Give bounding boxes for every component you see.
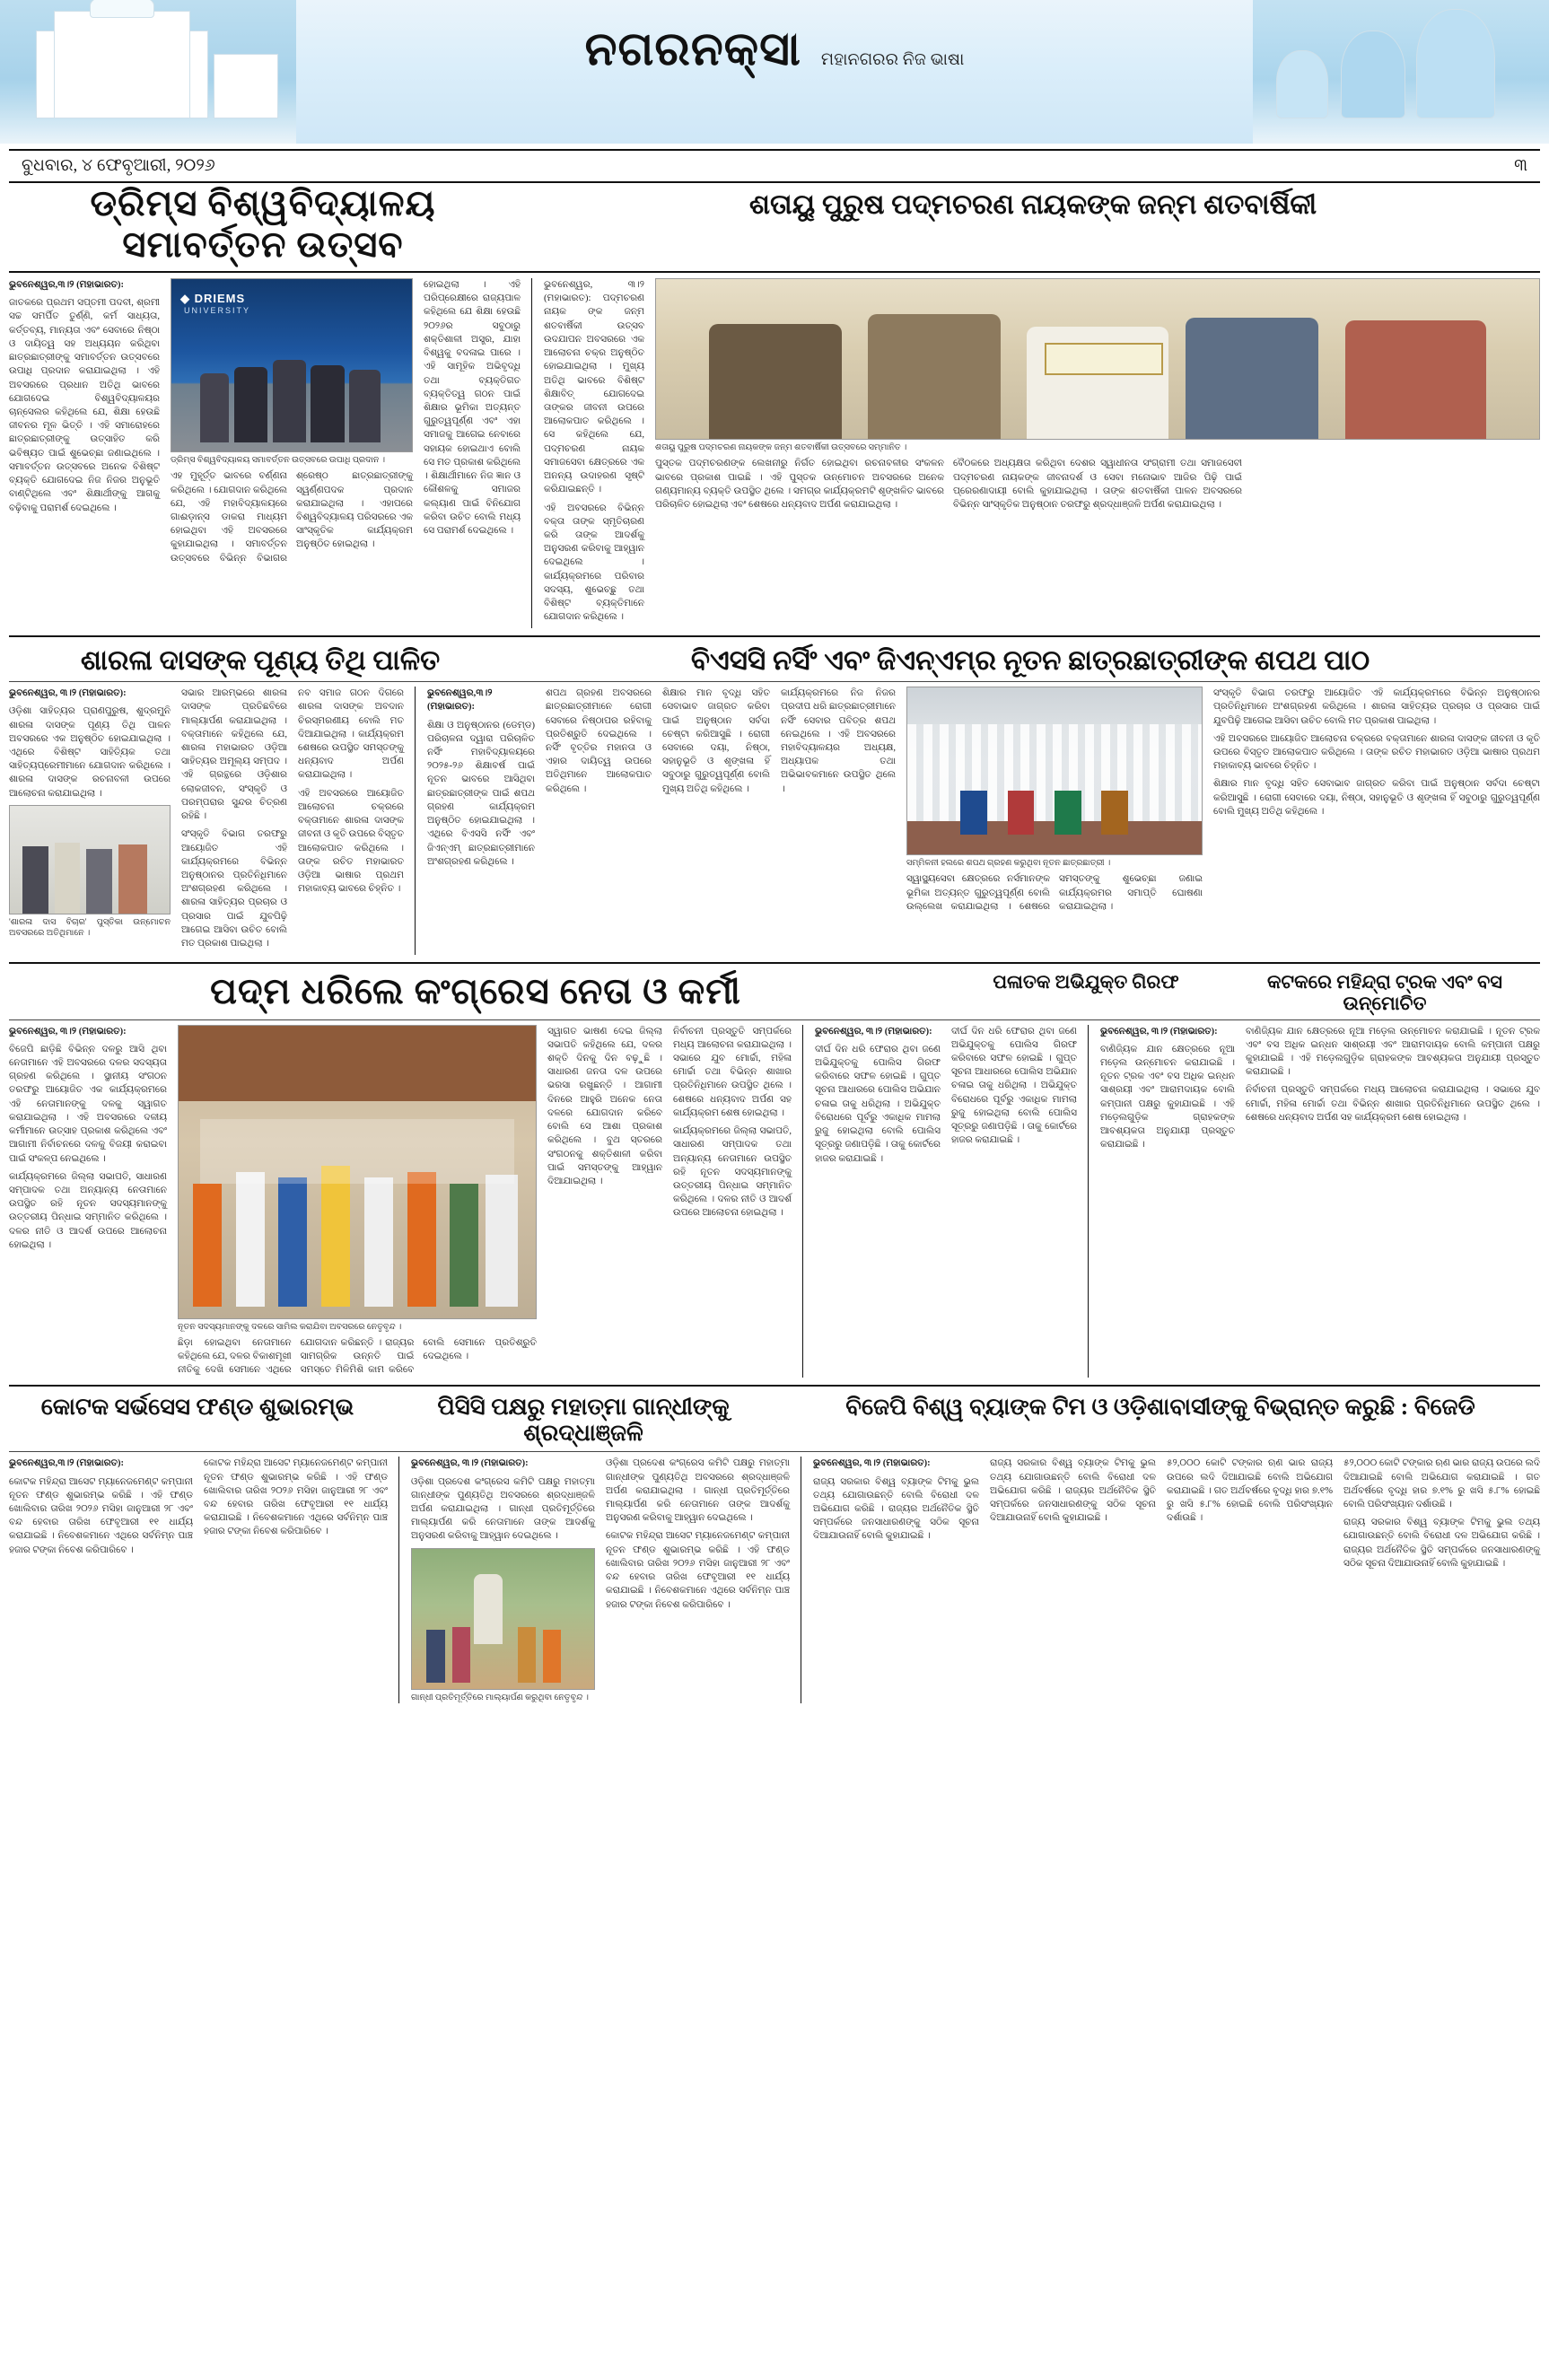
side2-headline: କଟକରେ ମହିନ୍ଦ୍ରା ଟ୍ରକ ଏବଂ ବସ ଉନ୍ମୋଚିତ xyxy=(1267,971,1502,1015)
mid-left-column-1 xyxy=(9,687,171,955)
bottom-3-body-2: ରାଜ୍ୟ ସରକାର ବିଶ୍ୱ ବ୍ୟାଙ୍କ ଟିମକୁ ଭୁଲ ତଥ୍ୟ ଯୋଗାଉଛନ୍ତି ବୋଲି ବିରୋଧୀ ଦଳ ଅଭିଯୋଗ କରିଛି । ରାଜ୍ୟର ଅର୍ଥନୈତିକ ସ୍ଥିତି ସମ୍ପର୍କରେ ଜନସାଧାରଣଙ୍କୁ ସଠିକ ସୂଚନା ଦିଆଯାଉନାହିଁ ବୋଲି କୁହାଯାଇଛି । xyxy=(990,1458,1156,1524)
mid-left-column-2 xyxy=(181,687,287,955)
lead-body-3: ହୋଇଥିଲା । ଏହି ପରିପ୍ରେକ୍ଷୀରେ ରାଜ୍ୟପାଳ କହିଥିଲେ ଯେ ଶିକ୍ଷା ହେଉଛି ୨୦୨୬ର ସବୁଠାରୁ ଶକ୍ତିଶାଳୀ ଅସ୍ତ୍ର, ଯାହା ବିଶ୍ୱକୁ ବଦଳାଇ ପାରେ । ଏହି ସାମୂହିକ ଅଭିବୃଦ୍ଧି ତଥା ବ୍ୟକ୍ତିଗତ ବ୍ୟକ୍ତିତ୍ୱ ଗଠନ ପାଇଁ ଶିକ୍ଷାର ଭୂମିକା ଅତ୍ୟନ୍ତ ଗୁରୁତ୍ୱପୂର୍ଣ୍ଣ ଏବଂ ଏହା ସମାଜକୁ ଆଗେଇ ନେବାରେ ସହାୟକ ହୋଇଥାଏ ବୋଲି ସେ ମତ ପ୍ରକାଶ କରିଥିଲେ । ଶିକ୍ଷାର୍ଥୀମାନେ ନିଜ ଜ୍ଞାନ ଓ କୌଶଳକୁ ସମାଜର କଲ୍ୟାଣ ପାଇଁ ବିନିଯୋଗ କରିବା ଉଚିତ ବୋଲି ମଧ୍ୟ ସେ ପରାମର୍ଶ ଦେଇଥିଲେ । xyxy=(424,280,521,536)
bottom-section xyxy=(9,1394,1540,1703)
side1-body-2: ଦୀର୍ଘ ଦିନ ଧରି ଫେରାର ଥିବା ଜଣେ ଅଭିଯୁକ୍ତକୁ ପୋଲିସ ଗିରଫ କରିବାରେ ସଫଳ ହୋଇଛି । ଗୁପ୍ତ ସୂଚନା ଆଧାରରେ ପୋଲିସ ଅଭିଯାନ ଚଳାଇ ତାକୁ ଧରିଥିଲା । ଅଭିଯୁକ୍ତ ବିରୋଧରେ ପୂର୍ବରୁ ଏକାଧିକ ମାମଲା ରୁଜୁ ହୋଇଥିଲା ବୋଲି ପୋଲିସ ସୂତ୍ରରୁ ଜଣାପଡ଼ିଛି । ତାକୁ କୋର୍ଟରେ ହାଜର କରାଯାଇଛି । xyxy=(951,1026,1077,1146)
lower-section xyxy=(9,971,1540,1377)
side2-body-3: ନିର୍ବାଚନୀ ପ୍ରସ୍ତୁତି ସମ୍ପର୍କରେ ମଧ୍ୟ ଆଲୋଚନା କରାଯାଇଥିଲା । ସଭାରେ ଯୁବ ମୋର୍ଚ୍ଚା, ମହିଳା ମୋର୍ଚ୍ଚା ତଥା ବିଭିନ୍ନ ଶାଖାର ପ୍ରତିନିଧିମାନେ ଉପସ୍ଥିତ ଥିଲେ । ଶେଷରେ ଧନ୍ୟବାଦ ଅର୍ପଣ ସହ କାର୍ଯ୍ୟକ୍ରମ ଶେଷ ହୋଇଥିଲା । xyxy=(1246,1085,1540,1123)
bottom-1-body: କୋଟକ ମହିନ୍ଦ୍ରା ଆସେଟ ମ୍ୟାନେଜମେଣ୍ଟ କମ୍ପାନୀ ନୂତନ ଫଣ୍ଡ ଶୁଭାରମ୍ଭ କରିଛି । ଏହି ଫଣ୍ଡ ଖୋଲିବାର ତାରିଖ ୨୦୨୬ ମସିହା ଜାନୁଆରୀ ୨୮ ଏବଂ ବନ୍ଦ ହେବାର ତାରିଖ ଫେବୃଆରୀ ୧୧ ଧାର୍ଯ୍ୟ କରାଯାଇଛି । ନିବେଶକମାନେ ଏଥିରେ ସର୍ବନିମ୍ନ ପାଞ୍ଚ ହଜାର ଟଙ୍କା ନିବେଶ କରିପାରିବେ । xyxy=(9,1476,193,1555)
mid-right-body-8: ଶିକ୍ଷାର ମାନ ବୃଦ୍ଧି ସହିତ ସେବାଭାବ ଜାଗ୍ରତ କରିବା ପାଇଁ ଅନୁଷ୍ଠାନ ସର୍ବଦା ଚେଷ୍ଟା କରିଆସୁଛି । ରୋଗୀ ସେବାରେ ଦୟା, ନିଷ୍ଠା, ସହାନୁଭୂତି ଓ ଶୃଙ୍ଖଳା ହିଁ ସବୁଠାରୁ ଗୁରୁତ୍ୱପୂର୍ଣ୍ଣ ବୋଲି ମୁଖ୍ୟ ଅତିଥି କହିଥିଲେ । xyxy=(1213,779,1540,817)
mid-right-column-6 xyxy=(1213,687,1540,955)
bottom-2-photo xyxy=(411,1548,595,1690)
bottom-headline-1: କୋଟକ ସର୍ଭସେସ ଫଣ୍ଡ ଶୁଭାରମ୍ଭ xyxy=(40,1393,354,1420)
bottom-2-column-2 xyxy=(606,1457,790,1703)
lead-body-7: ବୈଠକରେ ଅଧ୍ୟକ୍ଷତା କରିଥିବା ଦେଶର ସ୍ୱାଧୀନତା ସଂଗ୍ରାମୀ ତଥା ସମାଜସେବୀ ପଦ୍ମଚରଣ ନାୟକଙ୍କ ଜୀବନାଦର୍ଶ ଓ ସେବା ମନୋଭାବ ଆଜିର ପିଢ଼ି ପାଇଁ ପ୍ରେରଣାଦାୟୀ ବୋଲି କୁହାଯାଇଥିଲା । ତାଙ୍କ ଶତବାର୍ଷିକୀ ପାଳନ ଅବସରରେ ବିଭିନ୍ନ ସାଂସ୍କୃତିକ ଅନୁଷ୍ଠାନ ତରଫରୁ ଶ୍ରଦ୍ଧାଞ୍ଜଳି ଅର୍ପଣ କରାଯାଇଥିଲା । xyxy=(953,459,1242,510)
masthead xyxy=(0,0,1549,144)
masthead-title-block xyxy=(0,23,1549,77)
lead-column-4 xyxy=(544,278,644,628)
lower-photo xyxy=(178,1025,537,1319)
lead-body-1: ଜାତକରେ ପ୍ରଥମ ସପ୍ତମୀ ପଦବୀ, ଶ୍ରମୀ ସଚ୍ଚ ସମର୍ପିତ ତୁର୍ଣ୍ଣି, କର୍ମ ସାଧ୍ୟତା, କର୍ତ୍ତବ୍ୟ, ମାନ୍ୟତା ଏବଂ ସେବାରେ ନିଷ୍ଠା ଓ ଦାୟିତ୍ୱ ସହ ଅଧ୍ୟୟନ କରିଥିବା ଛାତ୍ରଛାତ୍ରୀଙ୍କୁ ସମାବର୍ତ୍ତନ ଉତ୍ସବରେ ଉପାଧି ପ୍ରଦାନ କରାଯାଇଥିଲା । ଏହି ଅବସରରେ ପ୍ରଧାନ ଅତିଥି ଭାବରେ ଯୋଗଦେଇ ବିଶ୍ୱବିଦ୍ୟାଳୟର ଚାନ୍ସେଲର କହିଥିଲେ ଯେ, ଶିକ୍ଷା ହେଉଛି ଜୀବନର ମୂଳ ଭିତ୍ତି । ଏହି ସମାରୋହରେ ଛାତ୍ରଛାତ୍ରୀଙ୍କୁ ଉତ୍ସାହିତ କରି ଭବିଷ୍ୟତ ପାଇଁ ଶୁଭେଚ୍ଛା ଜଣାଇଥିଲେ । ସମାବର୍ତ୍ତନ ଉତ୍ସବରେ ଅନେକ ବିଶିଷ୍ଟ ବ୍ୟକ୍ତି ଯୋଗଦେଇ ନିଜ ନିଜର ଅନୁଭୂତି ବାଣ୍ଟିଥିଲେ ଏବଂ ଶିକ୍ଷାର୍ଥୀଙ୍କୁ ଆଗକୁ ବଢ଼ିବାକୁ ପରାମର୍ଶ ଦେଇଥିଲେ । xyxy=(9,298,160,513)
mid-left-photo xyxy=(9,805,171,914)
mid-right-body-7: ଏହି ଅବସରରେ ଆୟୋଜିତ ଆଲୋଚନା ଚକ୍ରରେ ବକ୍ତାମାନେ ଶାରଳା ଦାସଙ୍କ ଜୀବନୀ ଓ କୃତି ଉପରେ ବିସ୍ତୃତ ଆଲୋକପାତ କରିଥିଲେ । ତାଙ୍କ ରଚିତ ମହାଭାରତ ଓଡ଼ିଆ ଭାଷାର ପ୍ରଥମ ମହାକାବ୍ୟ ଭାବରେ ଚିହ୍ନିତ । xyxy=(1213,733,1540,772)
page-number: ୩ xyxy=(1514,156,1527,175)
mid-left-body-1: ଓଡ଼ିଶା ସାହିତ୍ୟର ପ୍ରାଣପୁରୁଷ, ଶୁଦ୍ରମୁନି ଶାରଳା ଦାସଙ୍କ ପୂଣ୍ୟ ତିଥି ପାଳନ ଅବସରରେ ଏକ ଅନୁଷ୍ଠିତ ହୋଇଯାଇଥିଲା । ଏଥିରେ ବିଶିଷ୍ଟ ସାହିତ୍ୟିକ ତଥା ସାହିତ୍ୟପ୍ରେମୀମାନେ ଯୋଗଦାନ କରିଥିଲେ । ଶାରଳା ଦାସଙ୍କ ରଚନାବଳୀ ଉପରେ ଆଲୋଚନା କରାଯାଇଥିଲା । xyxy=(9,706,171,799)
mid-right-body-3: ଶିକ୍ଷାର ମାନ ବୃଦ୍ଧି ସହିତ ସେବାଭାବ ଜାଗ୍ରତ କରିବା ପାଇଁ ଅନୁଷ୍ଠାନ ସର୍ବଦା ଚେଷ୍ଟା କରିଆସୁଛି । ରୋଗୀ ସେବାରେ ଦୟା, ନିଷ୍ଠା, ସହାନୁଭୂତି ଓ ଶୃଙ୍ଖଳା ହିଁ ସବୁଠାରୁ ଗୁରୁତ୍ୱପୂର୍ଣ୍ଣ ବୋଲି ମୁଖ୍ୟ ଅତିଥି କହିଥିଲେ । xyxy=(662,688,770,794)
bottom-3-column-4 xyxy=(1343,1457,1540,1703)
mid-right-body-4: କାର୍ଯ୍ୟକ୍ରମରେ ନିଜ ନିଜର ପ୍ରଦୀପ ଧରି ଛାତ୍ରଛାତ୍ରୀମାନେ ନର୍ସିଂ ସେବାର ପବିତ୍ର ଶପଥ ନେଇଥିଲେ । ଏହି ଅବସରରେ ମହାବିଦ୍ୟାଳୟର ଅଧ୍ୟକ୍ଷ, ଅଧ୍ୟାପକ ତଥା ଅଭିଭାବକମାନେ ଉପସ୍ଥିତ ଥିଲେ । xyxy=(781,688,896,794)
lower-body-2: ଛିଡ଼ା ହୋଇଥିବା ନେତାମାନେ କହିଥିଲେ ଯେ, ଦଳର ବିକାଶମୂଖୀ ନୀତିକୁ ଦେଖି ସେମାନେ ଏଥିରେ ଯୋଗଦାନ କରିଛନ୍ତି । ରାଜ୍ୟର ସାମଗ୍ରିକ ଉନ୍ନତି ପାଇଁ ସମସ୍ତେ ମିଳିମିଶି କାମ କରିବେ ବୋଲି ସେମାନେ ପ୍ରତିଶ୍ରୁତି ଦେଇଥିଲେ । xyxy=(178,1337,537,1376)
bottom-3-column-1 xyxy=(813,1457,979,1703)
mid-right-photo-wrap xyxy=(906,687,1203,955)
side1-column-2 xyxy=(951,1025,1077,1378)
mid-right-body-6: ସଂସ୍କୃତି ବିଭାଗ ତରଫରୁ ଆୟୋଜିତ ଏହି କାର୍ଯ୍ୟକ୍ରମରେ ବିଭିନ୍ନ ଅନୁଷ୍ଠାନର ପ୍ରତିନିଧିମାନେ ଅଂଶଗ୍ରହଣ କରିଥିଲେ । ଶାରଳା ସାହିତ୍ୟର ପ୍ରଚାର ଓ ପ୍ରସାର ପାଇଁ ଯୁବପିଢ଼ି ଆଗେଇ ଆସିବା ଉଚିତ ବୋଲି ମତ ପ୍ରକାଶ ପାଇଥିଲା । xyxy=(1213,688,1540,726)
publication-date: ବୁଧବାର, ୪ ଫେବୃଆରୀ, ୨୦୨୬ xyxy=(22,156,215,175)
bottom-3-body-4: ୫୨,୦୦୦ କୋଟି ଟଙ୍କାର ଋଣ ଭାର ରାଜ୍ୟ ଉପରେ ଲଦି ଦିଆଯାଇଛି ବୋଲି ଅଭିଯୋଗ କରାଯାଇଛି । ଗତ ଅର୍ଥବର୍ଷରେ ବୃଦ୍ଧି ହାର ୭.୧% ରୁ ଖସି ୫.୮% ହୋଇଛି ବୋଲି ପରିସଂଖ୍ୟାନ ଦର୍ଶାଉଛି । xyxy=(1343,1458,1540,1509)
lead-photo-1-caption: ଡ୍ରିମ୍ସ ବିଶ୍ୱବିଦ୍ୟାଳୟ ସମାବର୍ତ୍ତନ ଉତ୍ସବରେ ଉପାଧି ପ୍ରଦାନ । xyxy=(171,456,386,465)
mid-right-body-2: ଶପଥ ଗ୍ରହଣ ଅବସରରେ ଛାତ୍ରଛାତ୍ରୀମାନେ ରୋଗୀ ସେବାରେ ନିଷ୍ଠାପର ରହିବାକୁ ପ୍ରତିଶ୍ରୁତି ଦେଇଥିଲେ । ନର୍ସିଂ ବୃତ୍ତିର ମହାନତା ଓ ଏହାର ଦାୟିତ୍ୱ ଉପରେ ଅତିଥିମାନେ ଆଲୋକପାତ କରିଥିଲେ । xyxy=(546,688,652,794)
side2-body: ବାଣିଜ୍ୟିକ ଯାନ କ୍ଷେତ୍ରରେ ନୂଆ ମଡ଼େଲ ଉନ୍ମୋଚନ କରାଯାଇଛି । ନୂତନ ଟ୍ରକ ଏବଂ ବସ ଅଧିକ ଇନ୍ଧନ ସାଶ୍ରୟୀ ଏବଂ ଆରାମଦାୟକ ବୋଲି କମ୍ପାନୀ ପକ୍ଷରୁ କୁହାଯାଇଛି । ଏହି ମଡ଼େଲଗୁଡ଼ିକ ଗ୍ରାହକଙ୍କ ଆବଶ୍ୟକତା ଅନୁଯାୟୀ ପ୍ରସ୍ତୁତ କରାଯାଇଛି । xyxy=(1100,1044,1235,1151)
side2-dateline: ଭୁବନେଶ୍ୱର, ୩।୨ (ମହାଭାରତ): xyxy=(1100,1026,1218,1037)
lower-body-4: ସ୍ୱାଗତ ଭାଷଣ ଦେଇ ଜିଲ୍ଲା ସଭାପତି କହିଥିଲେ ଯେ, ଦଳର ଶକ୍ତି ଦିନକୁ ଦିନ ବଢ଼ୁଛି । ସାଧାରଣ ଜନତା ଦଳ ଉପରେ ଭରସା ରଖୁଛନ୍ତି । ଆଗାମୀ ଦିନରେ ଆହୁରି ଅନେକ ନେତା ଦଳରେ ଯୋଗଦାନ କରିବେ ବୋଲି ସେ ଆଶା ପ୍ରକାଶ କରିଥିଲେ । ବୁଥ ସ୍ତରରେ ସଂଗଠନକୁ ଶକ୍ତିଶାଳୀ କରିବା ପାଇଁ ସମସ୍ତଙ୍କୁ ଆହ୍ୱାନ ଦିଆଯାଇଥିଲା । xyxy=(547,1026,662,1186)
mid-right-photo xyxy=(906,687,1203,855)
lower-body-3: କାର୍ଯ୍ୟକ୍ରମରେ ଜିଲ୍ଲା ସଭାପତି, ସାଧାରଣ ସମ୍ପାଦକ ତଥା ଅନ୍ୟାନ୍ୟ ନେତାମାନେ ଉପସ୍ଥିତ ରହି ନୂତନ ସଦସ୍ୟମାନଙ୍କୁ ଉତ୍ତରୀୟ ପିନ୍ଧାଇ ସମ୍ମାନିତ କରିଥିଲେ । ଦଳର ନୀତି ଓ ଆଦର୍ଶ ଉପରେ ଆଲୋଚନା ହୋଇଥିଲା । xyxy=(9,1171,167,1250)
lower-headline: ପଦ୍ମ ଧରିଲେ କଂଗ୍ରେସ ନେତା ଓ କର୍ମୀ xyxy=(210,971,741,1012)
lower-photo-wrap xyxy=(178,1025,537,1378)
bottom-2-caption: ଗାନ୍ଧୀ ପ୍ରତିମୂର୍ତ୍ତିରେ ମାଲ୍ୟାର୍ପଣ କରୁଥିବା ନେତୃବୃନ୍ଦ । xyxy=(411,1693,589,1702)
lead-column-1 xyxy=(9,278,160,628)
lead-photo-2-wrap xyxy=(655,278,1540,628)
side1-dateline: ଭୁବନେଶ୍ୱର, ୩।୨ (ମହାଭାରତ): xyxy=(815,1026,932,1037)
lower-column-5 xyxy=(673,1025,792,1378)
mid-section xyxy=(9,644,1540,955)
side1-body: ଦୀର୍ଘ ଦିନ ଧରି ଫେରାର ଥିବା ଜଣେ ଅଭିଯୁକ୍ତକୁ ପୋଲିସ ଗିରଫ କରିବାରେ ସଫଳ ହୋଇଛି । ଗୁପ୍ତ ସୂଚନା ଆଧାରରେ ପୋଲିସ ଅଭିଯାନ ଚଳାଇ ତାକୁ ଧରିଥିଲା । ଅଭିଯୁକ୍ତ ବିରୋଧରେ ପୂର୍ବରୁ ଏକାଧିକ ମାମଲା ରୁଜୁ ହୋଇଥିଲା ବୋଲି ପୋଲିସ ସୂତ୍ରରୁ ଜଣାପଡ଼ିଛି । ତାକୁ କୋର୍ଟରେ ହାଜର କରାଯାଇଛି । xyxy=(815,1044,941,1164)
mid-left-body-2: ସଭାର ଆରମ୍ଭରେ ଶାରଳା ଦାସଙ୍କ ପ୍ରତିଛବିରେ ମାଲ୍ୟାର୍ପଣ କରାଯାଇଥିଲା । ବକ୍ତାମାନେ କହିଥିଲେ ଯେ, ଶାରଳା ମହାଭାରତ ଓଡ଼ିଆ ସାହିତ୍ୟର ଅମୂଲ୍ୟ ସମ୍ପଦ । ଏହି ଗ୍ରନ୍ଥରେ ଓଡ଼ିଶାର ଲୋକଜୀବନ, ସଂସ୍କୃତି ଓ ପରମ୍ପରାର ସୁନ୍ଦର ଚିତ୍ରଣ ରହିଛି । xyxy=(181,688,287,822)
lead-body-6: ପୁସ୍ତକ ପଦ୍ମଚରଣଙ୍କ ଲେଖନୀରୁ ନିର୍ଗତ ହୋଇଥିବା ରଚନାବଳୀର ସଂକଳନ ଭାବରେ ପ୍ରକାଶ ପାଇଛି । ଏହି ପୁସ୍ତକ ଉନ୍ମୋଚନ ଅବସରରେ ଅନେକ ଗଣ୍ୟମାନ୍ୟ ବ୍ୟକ୍ତି ଉପସ୍ଥିତ ଥିଲେ । ସମଗ୍ର କାର୍ଯ୍ୟକ୍ରମଟି ଶୃଙ୍ଖଳିତ ଭାବରେ ପରିଚାଳିତ ହୋଇଥିଲା ଏବଂ ଶେଷରେ ଧନ୍ୟବାଦ ଅର୍ପଣ କରାଯାଇଥିଲା । xyxy=(655,459,944,510)
lead-headline-left: ଡ୍ରିମ୍ସ ବିଶ୍ୱବିଦ୍ୟାଳୟ ସମାବର୍ତ୍ତନ ଉତ୍ସବ xyxy=(90,183,436,265)
side2-column-2 xyxy=(1246,1025,1540,1378)
bottom-2-body: ଓଡ଼ିଶା ପ୍ରଦେଶ କଂଗ୍ରେସ କମିଟି ପକ୍ଷରୁ ମହାତ୍ମା ଗାନ୍ଧୀଙ୍କ ପୁଣ୍ୟତିଥି ଅବସରରେ ଶ୍ରଦ୍ଧାଞ୍ଜଳି ଅର୍ପଣ କରାଯାଇଥିଲା । ଗାନ୍ଧୀ ପ୍ରତିମୂର୍ତ୍ତିରେ ମାଲ୍ୟାର୍ପଣ କରି ନେତାମାନେ ତାଙ୍କ ଆଦର୍ଶକୁ ଅନୁସରଣ କରିବାକୁ ଆହ୍ୱାନ ଦେଇଥିଲେ । xyxy=(411,1476,595,1542)
bottom-3-dateline: ଭୁବନେଶ୍ୱର, ୩।୨ (ମହାଭାରତ): xyxy=(813,1458,931,1469)
paper-name: ନଗରନକ୍ସା xyxy=(584,24,801,75)
bottom-2-body-3: କୋଟକ ମହିନ୍ଦ୍ରା ଆସେଟ ମ୍ୟାନେଜମେଣ୍ଟ କମ୍ପାନୀ ନୂତନ ଫଣ୍ଡ ଶୁଭାରମ୍ଭ କରିଛି । ଏହି ଫଣ୍ଡ ଖୋଲିବାର ତାରିଖ ୨୦୨୬ ମସିହା ଜାନୁଆରୀ ୨୮ ଏବଂ ବନ୍ଦ ହେବାର ତାରିଖ ଫେବୃଆରୀ ୧୧ ଧାର୍ଯ୍ୟ କରାଯାଇଛି । ନିବେଶକମାନେ ଏଥିରେ ସର୍ବନିମ୍ନ ପାଞ୍ଚ ହଜାର ଟଙ୍କା ନିବେଶ କରିପାରିବେ । xyxy=(606,1531,790,1610)
mid-headline-right: ବିଏସସି ନର୍ସିଂ ଏବଂ ଜିଏନ୍ଏମ୍ର ନୂତନ ଛାତ୍ରଛାତ୍ରୀଙ୍କ ଶପଥ ପାଠ xyxy=(690,644,1370,677)
lead-body-4: ଭୁବନେଶ୍ୱର, ୩।୨ (ମହାଭାରତ): ପଦ୍ମଚରଣ ନାୟକ ଙ୍କ ଜନ୍ମ ଶତବାର୍ଷିକୀ ଉତ୍ସବ ଉଦଯାପନ ଅବସରରେ ଏକ ଆଲୋଚନା ଚକ୍ର ଅନୁଷ୍ଠିତ ହୋଇଯାଇଥିଲା । ମୁଖ୍ୟ ଅତିଥି ଭାବରେ ବିଶିଷ୍ଟ ଶିକ୍ଷାବିତ୍ ଯୋଗଦେଇ ତାଙ୍କର ଜୀବନୀ ଉପରେ ଆଲୋକପାତ କରିଥିଲେ । ସେ କହିଥିଲେ ଯେ, ପଦ୍ମଚରଣ ନାୟକ ସମାଜସେବା କ୍ଷେତ୍ରରେ ଏକ ଅନନ୍ୟ ଉଦାହରଣ ସୃଷ୍ଟି କରିଯାଇଛନ୍ତି । xyxy=(544,280,644,495)
lead-dateline-left: ଭୁବନେଶ୍ୱର,୩।୨ (ମହାଭାରତ): xyxy=(9,280,125,290)
lower-body-1: ବିଜେପି ଛାଡ଼ିଛି ବିଭିନ୍ନ ଦଳରୁ ଆସି ଥିବା ନେତାମାନେ ଏହି ଅବସରରେ ଦଳର ସଦସ୍ୟତା ଗ୍ରହଣ କରିଥିଲେ । ସ୍ଥାନୀୟ ସଂଗଠନ ତରଫରୁ ଆୟୋଜିତ ଏକ କାର୍ଯ୍ୟକ୍ରମରେ ଏହି ନେତାମାନଙ୍କୁ ଦଳକୁ ସ୍ୱାଗତ କରାଯାଇଥିଲା । ଏହି ଅବସରରେ ଦଳୀୟ କର୍ମୀମାନେ ଉତ୍ସାହ ପ୍ରକାଶ କରିଥିଲେ ଏବଂ ଆଗାମୀ ନିର୍ବାଚନରେ ଦଳକୁ ବିଜୟୀ କରାଇବା ପାଇଁ ସଂକଳ୍ପ ନେଇଥିଲେ । xyxy=(9,1044,167,1164)
lower-body-5: ନିର୍ବାଚନୀ ପ୍ରସ୍ତୁତି ସମ୍ପର୍କରେ ମଧ୍ୟ ଆଲୋଚନା କରାଯାଇଥିଲା । ସଭାରେ ଯୁବ ମୋର୍ଚ୍ଚା, ମହିଳା ମୋର୍ଚ୍ଚା ତଥା ବିଭିନ୍ନ ଶାଖାର ପ୍ରତିନିଧିମାନେ ଉପସ୍ଥିତ ଥିଲେ । ଶେଷରେ ଧନ୍ୟବାଦ ଅର୍ପଣ ସହ କାର୍ଯ୍ୟକ୍ରମ ଶେଷ ହୋଇଥିଲା । xyxy=(673,1026,792,1118)
mid-right-column-3 xyxy=(662,687,770,955)
mid-right-column-4 xyxy=(781,687,896,955)
mid-right-column-1 xyxy=(427,687,535,955)
lower-body-6: କାର୍ଯ୍ୟକ୍ରମରେ ଜିଲ୍ଲା ସଭାପତି, ସାଧାରଣ ସମ୍ପାଦକ ତଥା ଅନ୍ୟାନ୍ୟ ନେତାମାନେ ଉପସ୍ଥିତ ରହି ନୂତନ ସଦସ୍ୟମାନଙ୍କୁ ଉତ୍ତରୀୟ ପିନ୍ଧାଇ ସମ୍ମାନିତ କରିଥିଲେ । ଦଳର ନୀତି ଓ ଆଦର୍ଶ ଉପରେ ଆଲୋଚନା ହୋଇଥିଲା । xyxy=(673,1126,792,1219)
side2-body-2: ବାଣିଜ୍ୟିକ ଯାନ କ୍ଷେତ୍ରରେ ନୂଆ ମଡ଼େଲ ଉନ୍ମୋଚନ କରାଯାଇଛି । ନୂତନ ଟ୍ରକ ଏବଂ ବସ ଅଧିକ ଇନ୍ଧନ ସାଶ୍ରୟୀ ଏବଂ ଆରାମଦାୟକ ବୋଲି କମ୍ପାନୀ ପକ୍ଷରୁ କୁହାଯାଇଛି । ଏହି ମଡ଼େଲଗୁଡ଼ିକ ଗ୍ରାହକଙ୍କ ଆବଶ୍ୟକତା ଅନୁଯାୟୀ ପ୍ରସ୍ତୁତ କରାଯାଇଛି । xyxy=(1246,1026,1540,1078)
side2-column xyxy=(1100,1025,1235,1378)
lead-photo-1-wrap xyxy=(171,278,413,628)
bottom-2-column-1 xyxy=(411,1457,595,1703)
lead-body-5: ଏହି ଅବସରରେ ବିଭିନ୍ନ ବକ୍ତା ତାଙ୍କ ସ୍ମୃତିଚାରଣ କରି ତାଙ୍କ ଆଦର୍ଶକୁ ଅନୁସରଣ କରିବାକୁ ଆହ୍ୱାନ ଦେଇଥିଲେ । କାର୍ଯ୍ୟକ୍ରମରେ ପରିବାର ସଦସ୍ୟ, ଶୁଭେଚ୍ଛୁ ତଥା ବିଶିଷ୍ଟ ବ୍ୟକ୍ତିମାନେ ଯୋଗଦାନ କରିଥିଲେ । xyxy=(544,503,644,623)
dateline-bar xyxy=(9,149,1540,183)
bottom-1-body-2: କୋଟକ ମହିନ୍ଦ୍ରା ଆସେଟ ମ୍ୟାନେଜମେଣ୍ଟ କମ୍ପାନୀ ନୂତନ ଫଣ୍ଡ ଶୁଭାରମ୍ଭ କରିଛି । ଏହି ଫଣ୍ଡ ଖୋଲିବାର ତାରିଖ ୨୦୨୬ ମସିହା ଜାନୁଆରୀ ୨୮ ଏବଂ ବନ୍ଦ ହେବାର ତାରିଖ ଫେବୃଆରୀ ୧୧ ଧାର୍ଯ୍ୟ କରାଯାଇଛି । ନିବେଶକମାନେ ଏଥିରେ ସର୍ବନିମ୍ନ ପାଞ୍ଚ ହଜାର ଟଙ୍କା ନିବେଶ କରିପାରିବେ । xyxy=(204,1458,388,1537)
mid-right-body-5: ସ୍ୱାସ୍ଥ୍ୟସେବା କ୍ଷେତ୍ରରେ ନର୍ସମାନଙ୍କ ଭୂମିକା ଅତ୍ୟନ୍ତ ଗୁରୁତ୍ୱପୂର୍ଣ୍ଣ ବୋଲି ଉଲ୍ଲେଖ କରାଯାଇଥିଲା । ଶେଷରେ ସମସ୍ତଙ୍କୁ ଶୁଭେଚ୍ଛା ଜଣାଇ କାର୍ଯ୍ୟକ୍ରମର ସମାପ୍ତି ଘୋଷଣା କରାଯାଇଥିଲା । xyxy=(906,874,1203,912)
lead-body-2: ଏହ ମୁହୂର୍ତ୍ତ ଭାବରେ ବର୍ଣ୍ଣନା କରିଥିଲେ । ଯୋଗଦାନ କରିଥିଲେ ଯେ, ଏହି ମହାବିଦ୍ୟାଳୟରେ ଗାଈଡ଼ାନ୍ସ ଡାକରା ମାଧ୍ୟମ ହୋଇଥିବା ଏହି ଅବସରରେ କୁହାଯାଇଥିଲା । ସମାବର୍ତ୍ତନ ଉତ୍ସବରେ ବିଭିନ୍ନ ବିଭାଗର ଶ୍ରେଷ୍ଠ ଛାତ୍ରଛାତ୍ରୀଙ୍କୁ ସ୍ୱର୍ଣ୍ଣପଦକ ପ୍ରଦାନ କରାଯାଇଥିଲା । ଏହାପରେ ବିଶ୍ୱବିଦ୍ୟାଳୟ ପରିସରରେ ଏକ ସାଂସ୍କୃତିକ କାର୍ଯ୍ୟକ୍ରମ ଅନୁଷ୍ଠିତ ହୋଇଥିଲା । xyxy=(171,471,413,564)
side1-column xyxy=(815,1025,941,1378)
bottom-3-column-3 xyxy=(1167,1457,1333,1703)
bottom-3-body: ରାଜ୍ୟ ସରକାର ବିଶ୍ୱ ବ୍ୟାଙ୍କ ଟିମକୁ ଭୁଲ ତଥ୍ୟ ଯୋଗାଉଛନ୍ତି ବୋଲି ବିରୋଧୀ ଦଳ ଅଭିଯୋଗ କରିଛି । ରାଜ୍ୟର ଅର୍ଥନୈତିକ ସ୍ଥିତି ସମ୍ପର୍କରେ ଜନସାଧାରଣଙ୍କୁ ସଠିକ ସୂଚନା ଦିଆଯାଉନାହିଁ ବୋଲି କୁହାଯାଇଛି । xyxy=(813,1476,979,1542)
mid-left-body-5: ଏହି ଅବସରରେ ଆୟୋଜିତ ଆଲୋଚନା ଚକ୍ରରେ ବକ୍ତାମାନେ ଶାରଳା ଦାସଙ୍କ ଜୀବନୀ ଓ କୃତି ଉପରେ ବିସ୍ତୃତ ଆଲୋକପାତ କରିଥିଲେ । ତାଙ୍କ ରଚିତ ମହାଭାରତ ଓଡ଼ିଆ ଭାଷାର ପ୍ରଥମ ମହାକାବ୍ୟ ଭାବରେ ଚିହ୍ନିତ । xyxy=(298,788,405,895)
bottom-headline-3: ବିଜେପି ବିଶ୍ୱ ବ୍ୟାଙ୍କ ଟିମ ଓ ଓଡ଼ିଶାବାସୀଙ୍କୁ ବିଭ୍ରାନ୍ତ କରୁଛି : ବିଜେଡି xyxy=(845,1393,1475,1420)
lead-column-3 xyxy=(424,278,521,628)
mid-left-body-3: ନବ ସମାଜ ଗଠନ ଦିଗରେ ଶାରଳା ଦାସଙ୍କ ଅବଦାନ ଚିରସ୍ମରଣୀୟ ବୋଲି ମତ ଦିଆଯାଇଥିଲା । କାର୍ଯ୍ୟକ୍ରମ ଶେଷରେ ଉପସ୍ଥିତ ସମସ୍ତଙ୍କୁ ଧନ୍ୟବାଦ ଅର୍ପଣ କରାଯାଇଥିଲା । xyxy=(298,688,404,781)
lead-photo-2-caption: ଶତାୟୁ ପୁରୁଷ ପଦ୍ମଚରଣ ନାୟକଙ୍କ ଜନ୍ମ ଶତବାର୍ଷିକୀ ଉତ୍ସବରେ ସମ୍ମାନିତ । xyxy=(655,443,907,452)
mid-right-caption: ସମ୍ମିଳନୀ ହଲରେ ଶପଥ ଗ୍ରହଣ କରୁଥିବା ନୂତନ ଛାତ୍ରଛାତ୍ରୀ । xyxy=(906,859,1111,869)
lead-headline-right: ଶତାୟୁ ପୁରୁଷ ପଦ୍ମଚରଣ ନାୟକଙ୍କ ଜନ୍ମ ଶତବାର୍ଷିକୀ xyxy=(748,188,1317,220)
paper-tagline: ମହାନଗରର ନିଜ ଭାଷା xyxy=(820,50,965,69)
lower-column-4 xyxy=(547,1025,662,1378)
lower-caption: ନୂତନ ସଦସ୍ୟମାନଙ୍କୁ ଦଳରେ ସାମିଲ କରାଯିବା ଅବସରରେ ନେତୃବୃନ୍ଦ । xyxy=(178,1322,402,1332)
lead-photo-2 xyxy=(655,278,1540,440)
mid-right-body-1: ଶିକ୍ଷା ଓ ଅନୁଷ୍ଠାନର (ଡେମ୍ଡ) ପରିଚାଳନା ଦ୍ୱାରା ପରିଚାଳିତ ନର୍ସିଂ ମହାବିଦ୍ୟାଳୟରେ ୨୦୨୫-୨୬ ଶିକ୍ଷାବର୍ଷ ପାଇଁ ନୂତନ ଭାବରେ ଆସିଥିବା ଛାତ୍ରଛାତ୍ରୀଙ୍କ ପାଇଁ ଶପଥ ଗ୍ରହଣ କାର୍ଯ୍ୟକ୍ରମ ଅନୁଷ୍ଠିତ ହୋଇଯାଇଥିଲା । ଏଥିରେ ବିଏସସି ନର୍ସିଂ ଏବଂ ଜିଏନ୍ଏମ୍ ଛାତ୍ରଛାତ୍ରୀମାନେ ଅଂଶଗ୍ରହଣ କରିଥିଲେ । xyxy=(427,720,535,867)
mid-right-dateline: ଭୁବନେଶ୍ୱର,୩।୨ (ମହାଭାରତ): xyxy=(427,688,493,713)
mid-left-column-3 xyxy=(298,687,404,955)
bottom-1-column-1 xyxy=(9,1457,193,1703)
bottom-3-body-5: ରାଜ୍ୟ ସରକାର ବିଶ୍ୱ ବ୍ୟାଙ୍କ ଟିମକୁ ଭୁଲ ତଥ୍ୟ ଯୋଗାଉଛନ୍ତି ବୋଲି ବିରୋଧୀ ଦଳ ଅଭିଯୋଗ କରିଛି । ରାଜ୍ୟର ଅର୍ଥନୈତିକ ସ୍ଥିତି ସମ୍ପର୍କରେ ଜନସାଧାରଣଙ୍କୁ ସଠିକ ସୂଚନା ଦିଆଯାଉନାହିଁ ବୋଲି କୁହାଯାଇଛି । xyxy=(1343,1518,1540,1569)
mid-left-body-4: ସଂସ୍କୃତି ବିଭାଗ ତରଫରୁ ଆୟୋଜିତ ଏହି କାର୍ଯ୍ୟକ୍ରମରେ ବିଭିନ୍ନ ଅନୁଷ୍ଠାନର ପ୍ରତିନିଧିମାନେ ଅଂଶଗ୍ରହଣ କରିଥିଲେ । ଶାରଳା ସାହିତ୍ୟର ପ୍ରଚାର ଓ ପ୍ରସାର ପାଇଁ ଯୁବପିଢ଼ି ଆଗେଇ ଆସିବା ଉଚିତ ବୋଲି ମତ ପ୍ରକାଶ ପାଇଥିଲା । xyxy=(181,829,287,949)
bottom-2-dateline: ଭୁବନେଶ୍ୱର, ୩।୨ (ମହାଭାରତ): xyxy=(411,1458,529,1469)
lower-column-1 xyxy=(9,1025,167,1378)
lead-photo-1: ◆ DRIEMS UNIVERSITY xyxy=(171,278,413,452)
lower-dateline: ଭୁବନେଶ୍ୱର, ୩।୨ (ମହାଭାରତ): xyxy=(9,1026,127,1037)
lead-section xyxy=(9,183,1540,628)
mid-right-column-2 xyxy=(546,687,652,955)
side1-headline: ପଳାତକ ଅଭିଯୁକ୍ତ ଗିରଫ xyxy=(993,971,1179,993)
bottom-1-column-2 xyxy=(204,1457,388,1703)
bottom-1-dateline: ଭୁବନେଶ୍ୱର,୩।୨ (ମହାଭାରତ): xyxy=(9,1458,125,1469)
bottom-2-body-2: ଓଡ଼ିଶା ପ୍ରଦେଶ କଂଗ୍ରେସ କମିଟି ପକ୍ଷରୁ ମହାତ୍ମା ଗାନ୍ଧୀଙ୍କ ପୁଣ୍ୟତିଥି ଅବସରରେ ଶ୍ରଦ୍ଧାଞ୍ଜଳି ଅର୍ପଣ କରାଯାଇଥିଲା । ଗାନ୍ଧୀ ପ୍ରତିମୂର୍ତ୍ତିରେ ମାଲ୍ୟାର୍ପଣ କରି ନେତାମାନେ ତାଙ୍କ ଆଦର୍ଶକୁ ଅନୁସରଣ କରିବାକୁ ଆହ୍ୱାନ ଦେଇଥିଲେ । xyxy=(606,1458,790,1524)
bottom-3-column-2 xyxy=(990,1457,1156,1703)
mid-headline-left: ଶାରଳା ଦାସଙ୍କ ପୂଣ୍ୟ ତିଥି ପାଳିତ xyxy=(80,644,441,677)
mid-left-caption: 'ଶାରଳା ଦାସ ବିଚାର' ପୁସ୍ତିକା ଉନ୍ମୋଚନ ଅବସରରେ ଅତିଥିମାନେ । xyxy=(9,917,171,939)
mid-left-dateline: ଭୁବନେଶ୍ୱର, ୩।୨ (ମହାଭାରତ): xyxy=(9,688,127,699)
bottom-headline-2: ପିସିସି ପକ୍ଷରୁ ମହାତ୍ମା ଗାନ୍ଧୀଙ୍କୁ ଶ୍ରଦ୍ଧାଞ୍ଜଳି xyxy=(437,1393,730,1447)
bottom-3-body-3: ୫୨,୦୦୦ କୋଟି ଟଙ୍କାର ଋଣ ଭାର ରାଜ୍ୟ ଉପରେ ଲଦି ଦିଆଯାଇଛି ବୋଲି ଅଭିଯୋଗ କରାଯାଇଛି । ଗତ ଅର୍ଥବର୍ଷରେ ବୃଦ୍ଧି ହାର ୭.୧% ରୁ ଖସି ୫.୮% ହୋଇଛି ବୋଲି ପରିସଂଖ୍ୟାନ ଦର୍ଶାଉଛି । xyxy=(1167,1458,1333,1524)
